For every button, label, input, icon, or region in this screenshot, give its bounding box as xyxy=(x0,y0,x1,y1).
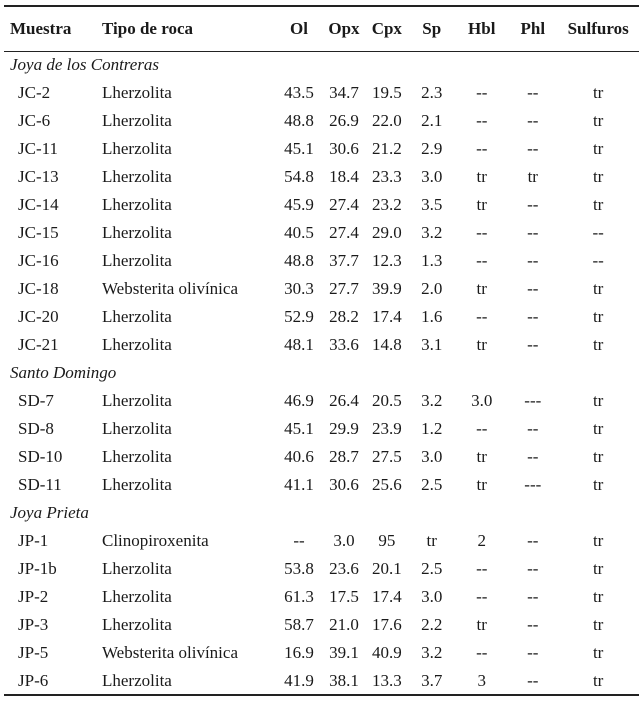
cell-cpx: 29.0 xyxy=(371,223,402,242)
cell-sulfuros: tr xyxy=(592,615,604,634)
cell-sp: 2.1 xyxy=(421,111,443,130)
cell-phl: -- xyxy=(527,419,539,438)
cell-sulfuros: tr xyxy=(592,643,604,662)
cell-cpx: 23.9 xyxy=(371,419,402,438)
table-row xyxy=(4,303,639,331)
table-row xyxy=(4,163,639,191)
cell-hbl: tr xyxy=(476,279,487,298)
cell-phl: -- xyxy=(527,559,539,578)
mineralogy-table xyxy=(4,5,639,696)
cell-sulfuros: tr xyxy=(592,307,604,326)
cell-muestra: SD-10 xyxy=(18,447,63,466)
cell-phl: -- xyxy=(527,531,539,550)
table-header xyxy=(4,6,639,51)
cell-muestra: JC-13 xyxy=(18,167,59,186)
cell-muestra: JP-1 xyxy=(18,531,49,550)
cell-sulfuros: tr xyxy=(592,391,604,410)
cell-tipo-de-roca: Lherzolita xyxy=(102,335,172,354)
header-muestra: Muestra xyxy=(4,6,102,51)
table-row xyxy=(4,191,639,219)
cell-phl: tr xyxy=(527,167,538,186)
cell-muestra: SD-11 xyxy=(18,475,62,494)
cell-tipo-de-roca: Lherzolita xyxy=(102,83,172,102)
header-cpx: Cpx xyxy=(365,6,408,51)
cell-sp: 1.3 xyxy=(421,251,443,270)
cell-sulfuros: tr xyxy=(592,167,604,186)
cell-ol: 40.6 xyxy=(284,447,314,466)
cell-muestra: JC-11 xyxy=(18,139,58,158)
cell-opx: 27.4 xyxy=(329,195,359,214)
cell-muestra: JC-18 xyxy=(18,279,59,298)
table-row xyxy=(4,639,639,667)
table-row xyxy=(4,583,639,611)
cell-opx: 28.2 xyxy=(329,307,359,326)
header-sulfuros: Sulfuros xyxy=(557,6,639,51)
cell-hbl: tr xyxy=(476,195,487,214)
cell-opx: 23.6 xyxy=(329,559,359,578)
cell-ol: 52.9 xyxy=(284,307,314,326)
cell-hbl: 3.0 xyxy=(471,391,493,410)
cell-opx: 30.6 xyxy=(329,139,359,158)
cell-muestra: JP-6 xyxy=(4,667,102,695)
cell-hbl: tr xyxy=(476,615,487,634)
table-row xyxy=(4,667,639,695)
table-row xyxy=(4,107,639,135)
header-sp: Sp xyxy=(408,6,455,51)
cell-opx: 33.6 xyxy=(329,335,359,354)
cell-hbl: 3 xyxy=(455,667,508,695)
cell-opx: 27.7 xyxy=(329,279,359,298)
cell-hbl: 2 xyxy=(477,531,486,550)
cell-sulfuros: tr xyxy=(557,667,639,695)
cell-tipo-de-roca: Lherzolita xyxy=(102,667,276,695)
cell-tipo-de-roca: Lherzolita xyxy=(102,587,172,606)
table-row xyxy=(4,555,639,583)
cell-tipo-de-roca: Lherzolita xyxy=(102,419,172,438)
cell-muestra: JC-16 xyxy=(18,251,59,270)
cell-phl: -- xyxy=(527,139,539,158)
table-row xyxy=(4,331,639,359)
header-hbl: Hbl xyxy=(455,6,508,51)
cell-ol: -- xyxy=(293,531,305,550)
cell-hbl: -- xyxy=(476,559,488,578)
cell-opx: 28.7 xyxy=(329,447,359,466)
cell-cpx: 17.4 xyxy=(371,587,402,606)
cell-ol: 45.1 xyxy=(284,139,314,158)
cell-opx: 39.1 xyxy=(329,643,359,662)
cell-sp: 3.2 xyxy=(421,391,443,410)
table-row xyxy=(4,611,639,639)
cell-hbl: -- xyxy=(476,223,488,242)
cell-ol: 48.8 xyxy=(284,251,314,270)
table-row xyxy=(4,219,639,247)
cell-sulfuros: tr xyxy=(592,419,604,438)
cell-opx: 38.1 xyxy=(323,667,366,695)
cell-phl: -- xyxy=(508,667,557,695)
cell-ol: 53.8 xyxy=(284,559,314,578)
cell-opx: 34.7 xyxy=(329,83,359,102)
cell-sulfuros: tr xyxy=(592,559,604,578)
cell-hbl: -- xyxy=(476,643,488,662)
cell-phl: -- xyxy=(527,587,539,606)
table-row xyxy=(4,415,639,443)
cell-tipo-de-roca: Lherzolita xyxy=(102,391,172,410)
cell-ol: 48.1 xyxy=(284,335,314,354)
table-row xyxy=(4,79,639,107)
cell-hbl: -- xyxy=(476,83,488,102)
cell-muestra: JC-15 xyxy=(18,223,59,242)
cell-ol: 46.9 xyxy=(284,391,314,410)
cell-phl: -- xyxy=(527,223,539,242)
cell-sp: 3.1 xyxy=(421,335,443,354)
header-tipo-de-roca: Tipo de roca xyxy=(102,6,276,51)
cell-ol: 48.8 xyxy=(284,111,314,130)
cell-ol: 61.3 xyxy=(284,587,314,606)
cell-sp: 1.6 xyxy=(421,307,443,326)
cell-sp: 3.0 xyxy=(421,587,443,606)
cell-tipo-de-roca: Lherzolita xyxy=(102,223,172,242)
cell-opx: 30.6 xyxy=(329,475,359,494)
cell-sp: 3.7 xyxy=(408,667,455,695)
cell-opx: 26.9 xyxy=(329,111,359,130)
cell-phl: -- xyxy=(527,615,539,634)
group-row xyxy=(4,51,639,79)
table-body xyxy=(4,51,639,695)
cell-opx: 17.5 xyxy=(329,587,359,606)
cell-muestra: JP-2 xyxy=(18,587,49,606)
header-phl: Phl xyxy=(508,6,557,51)
cell-sp: 2.2 xyxy=(421,615,443,634)
header-row xyxy=(4,6,639,51)
cell-sp: 2.9 xyxy=(421,139,443,158)
cell-cpx: 17.6 xyxy=(371,615,402,634)
cell-sulfuros: tr xyxy=(592,531,604,550)
cell-phl: --- xyxy=(524,391,542,410)
cell-sp: 2.5 xyxy=(421,475,443,494)
cell-muestra: SD-8 xyxy=(18,419,54,438)
cell-hbl: -- xyxy=(476,587,488,606)
cell-sp: 2.0 xyxy=(421,279,443,298)
cell-cpx: 19.5 xyxy=(371,83,402,102)
cell-muestra: JP-5 xyxy=(18,643,49,662)
cell-phl: -- xyxy=(527,111,539,130)
cell-phl: --- xyxy=(524,475,542,494)
cell-phl: -- xyxy=(527,335,539,354)
cell-ol: 16.9 xyxy=(284,643,314,662)
cell-cpx: 23.3 xyxy=(371,167,402,186)
cell-muestra: JP-1b xyxy=(18,559,57,578)
cell-muestra: JC-21 xyxy=(18,335,59,354)
cell-ol: 45.1 xyxy=(284,419,314,438)
cell-phl: -- xyxy=(527,307,539,326)
cell-ol: 40.5 xyxy=(284,223,314,242)
table-row xyxy=(4,275,639,303)
table-row xyxy=(4,387,639,415)
cell-tipo-de-roca: Lherzolita xyxy=(102,111,172,130)
cell-tipo-de-roca: Lherzolita xyxy=(102,307,172,326)
cell-ol: 45.9 xyxy=(284,195,314,214)
cell-cpx: 17.4 xyxy=(371,307,402,326)
cell-tipo-de-roca: Clinopiroxenita xyxy=(102,531,209,550)
cell-sulfuros: tr xyxy=(592,447,604,466)
cell-opx: 3.0 xyxy=(333,531,355,550)
cell-cpx: 14.8 xyxy=(371,335,402,354)
cell-opx: 37.7 xyxy=(329,251,359,270)
cell-sulfuros: tr xyxy=(592,139,604,158)
cell-sp: tr xyxy=(426,531,437,550)
table-row xyxy=(4,471,639,499)
cell-ol: 41.1 xyxy=(284,475,314,494)
table-row xyxy=(4,135,639,163)
cell-ol: 43.5 xyxy=(284,83,314,102)
table-row xyxy=(4,527,639,555)
cell-sp: 3.2 xyxy=(421,223,443,242)
cell-sulfuros: -- xyxy=(592,223,604,242)
cell-opx: 21.0 xyxy=(329,615,359,634)
cell-tipo-de-roca: Lherzolita xyxy=(102,139,172,158)
cell-ol: 58.7 xyxy=(284,615,314,634)
cell-ol: 54.8 xyxy=(284,167,314,186)
cell-cpx: 22.0 xyxy=(371,111,402,130)
cell-hbl: -- xyxy=(476,139,488,158)
group-title: Joya Prieta xyxy=(10,503,89,522)
cell-muestra: JP-3 xyxy=(18,615,49,634)
cell-cpx: 27.5 xyxy=(371,447,402,466)
cell-phl: -- xyxy=(527,643,539,662)
cell-sulfuros: tr xyxy=(592,475,604,494)
cell-muestra: JC-6 xyxy=(18,111,51,130)
cell-cpx: 95 xyxy=(378,531,396,550)
cell-hbl: tr xyxy=(476,167,487,186)
mineralogy-table-container xyxy=(4,5,639,696)
cell-phl: -- xyxy=(527,251,539,270)
cell-phl: -- xyxy=(527,279,539,298)
cell-cpx: 20.1 xyxy=(371,559,402,578)
cell-sp: 1.2 xyxy=(421,419,443,438)
cell-cpx: 12.3 xyxy=(371,251,402,270)
cell-sp: 3.5 xyxy=(421,195,443,214)
cell-ol: 30.3 xyxy=(284,279,314,298)
cell-phl: -- xyxy=(527,83,539,102)
cell-tipo-de-roca: Lherzolita xyxy=(102,167,172,186)
cell-hbl: -- xyxy=(476,419,488,438)
cell-sulfuros: -- xyxy=(592,251,604,270)
cell-hbl: -- xyxy=(476,307,488,326)
cell-sp: 3.0 xyxy=(421,447,443,466)
cell-cpx: 40.9 xyxy=(371,643,402,662)
cell-opx: 29.9 xyxy=(329,419,359,438)
cell-ol: 41.9 xyxy=(276,667,323,695)
cell-sulfuros: tr xyxy=(592,279,604,298)
cell-tipo-de-roca: Websterita olivínica xyxy=(102,643,238,662)
group-title: Santo Domingo xyxy=(10,363,117,382)
table-row xyxy=(4,443,639,471)
table-row xyxy=(4,247,639,275)
cell-hbl: tr xyxy=(476,335,487,354)
cell-cpx: 25.6 xyxy=(371,475,402,494)
cell-tipo-de-roca: Lherzolita xyxy=(102,559,172,578)
cell-muestra: JC-2 xyxy=(18,83,51,102)
cell-cpx: 20.5 xyxy=(371,391,402,410)
cell-sp: 2.5 xyxy=(421,559,443,578)
cell-tipo-de-roca: Lherzolita xyxy=(102,195,172,214)
cell-sulfuros: tr xyxy=(592,111,604,130)
cell-opx: 18.4 xyxy=(329,167,359,186)
cell-sulfuros: tr xyxy=(592,335,604,354)
cell-opx: 27.4 xyxy=(329,223,359,242)
cell-hbl: -- xyxy=(476,251,488,270)
cell-muestra: JC-20 xyxy=(18,307,59,326)
cell-muestra: SD-7 xyxy=(18,391,54,410)
cell-sp: 3.2 xyxy=(421,643,443,662)
cell-cpx: 13.3 xyxy=(365,667,408,695)
cell-sulfuros: tr xyxy=(592,195,604,214)
header-opx: Opx xyxy=(323,6,366,51)
cell-tipo-de-roca: Lherzolita xyxy=(102,615,172,634)
group-row xyxy=(4,359,639,387)
cell-phl: -- xyxy=(527,447,539,466)
cell-cpx: 21.2 xyxy=(371,139,402,158)
cell-tipo-de-roca: Lherzolita xyxy=(102,475,172,494)
cell-hbl: -- xyxy=(476,111,488,130)
cell-hbl: tr xyxy=(476,475,487,494)
header-ol: Ol xyxy=(276,6,323,51)
cell-phl: -- xyxy=(527,195,539,214)
cell-hbl: tr xyxy=(476,447,487,466)
cell-sulfuros: tr xyxy=(592,83,604,102)
cell-opx: 26.4 xyxy=(329,391,359,410)
cell-sp: 2.3 xyxy=(421,83,443,102)
cell-cpx: 39.9 xyxy=(371,279,402,298)
cell-tipo-de-roca: Lherzolita xyxy=(102,251,172,270)
cell-tipo-de-roca: Websterita olivínica xyxy=(102,279,238,298)
cell-sp: 3.0 xyxy=(421,167,443,186)
cell-cpx: 23.2 xyxy=(371,195,402,214)
cell-sulfuros: tr xyxy=(592,587,604,606)
group-row xyxy=(4,499,639,527)
group-title: Joya de los Contreras xyxy=(10,55,160,75)
cell-muestra: JC-14 xyxy=(18,195,59,214)
cell-tipo-de-roca: Lherzolita xyxy=(102,447,172,466)
